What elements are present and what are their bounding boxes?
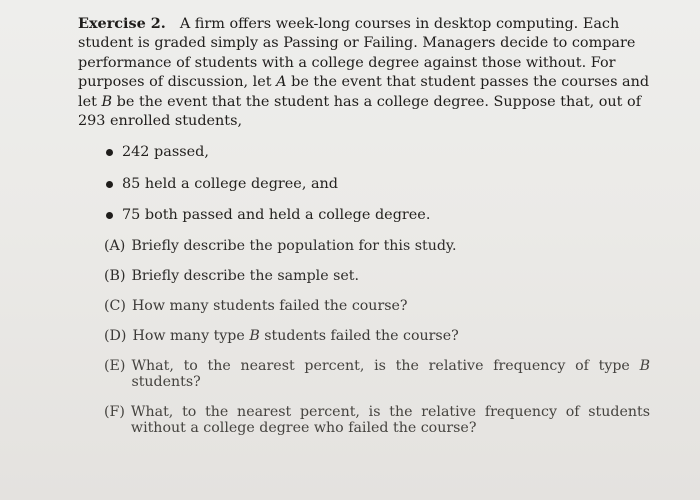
question-d <box>104 328 650 344</box>
question-text-part-1: What, to the nearest percent, is the relative frequency of type <box>131 357 640 374</box>
event-a-symbol: A <box>276 74 287 91</box>
statement-text-1: A firm offers week-long courses in desktop computing. Each student is graded simply as Passing or Failing. Managers decide to compare performance of students with a college degree against those without. For purposes of discussion, let <box>78 16 636 91</box>
bullet-text: 85 held a college degree, and <box>122 175 339 192</box>
statement-text-2: be the event that student passes the courses and let <box>78 74 650 110</box>
bullet-text: 242 passed, <box>122 144 209 161</box>
question-letter: (E) <box>104 357 126 374</box>
question-text: Briefly describe the sample set. <box>131 267 359 284</box>
bullet-item-passed <box>106 143 650 162</box>
bullet-text: 75 both passed and held a college degree. <box>122 207 431 224</box>
question-e <box>104 358 650 390</box>
question-list <box>104 238 650 436</box>
exercise-statement <box>78 14 650 131</box>
question-text-part-2: students? <box>131 373 201 390</box>
question-a <box>104 238 650 254</box>
question-text-part-2: students failed the course? <box>259 327 459 344</box>
question-letter: (D) <box>104 327 127 344</box>
question-letter: (C) <box>104 297 126 314</box>
question-text <box>132 328 650 344</box>
exercise-label: Exercise 2. <box>78 15 166 32</box>
bullet-item-both <box>106 206 650 225</box>
question-text-part-1: How many type <box>132 327 250 344</box>
question-c <box>104 298 650 314</box>
type-b-symbol: B <box>249 327 260 344</box>
question-letter: (B) <box>104 267 126 284</box>
bullet-dot-icon <box>106 212 113 219</box>
bullet-dot-icon <box>106 149 113 156</box>
bullet-item-degree <box>106 175 650 194</box>
event-b-symbol: B <box>101 93 113 110</box>
bullet-dot-icon <box>106 181 113 188</box>
type-b-symbol: B <box>639 357 650 374</box>
statement-text-3: be the event that the student has a college degree. Suppose that, out of 293 enrolled students, <box>78 93 642 130</box>
question-text: Briefly describe the population for this study. <box>131 237 457 254</box>
question-letter: (A) <box>104 237 126 254</box>
question-text <box>131 358 650 390</box>
question-f <box>104 404 650 436</box>
question-letter: (F) <box>104 403 125 420</box>
data-bullet-list <box>78 143 650 225</box>
question-b <box>104 268 650 284</box>
question-text: How many students failed the course? <box>131 297 408 314</box>
question-text: What, to the nearest percent, is the relative frequency of students without a college degree who failed the course? <box>130 403 650 436</box>
